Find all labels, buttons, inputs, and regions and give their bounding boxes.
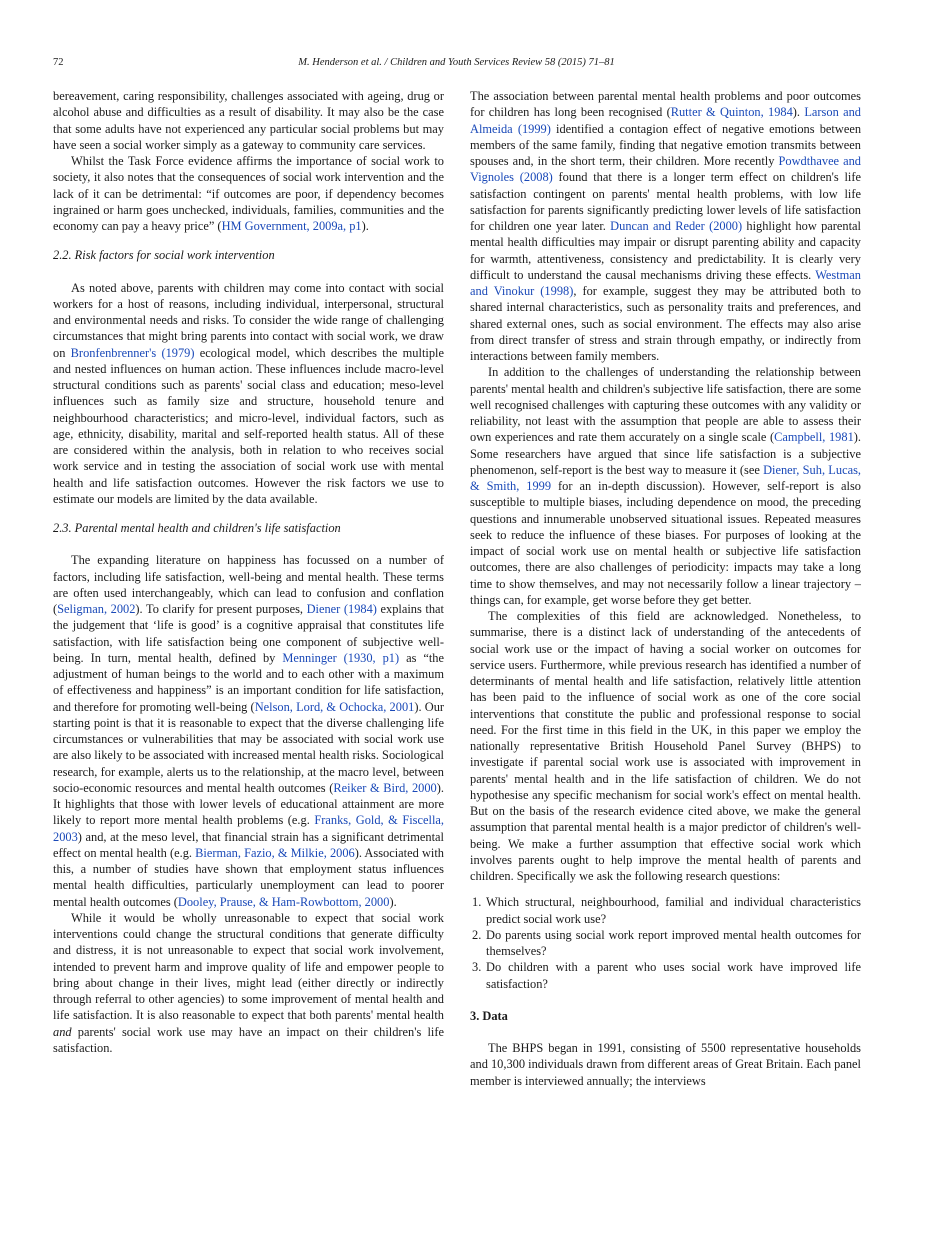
journal-citation: M. Henderson et al. / Children and Youth Services Review 58 (2015) 71–81 [298,57,615,68]
citation-link[interactable]: Franks, Gold, & Fiscella, 2003 [53,813,444,844]
right-column [470,88,861,1089]
list-item: 1. Which structural, neighbourhood, familial and individual characteristics predict social work use? [472,895,861,926]
paragraph: Whilst the Task Force evidence affirms the importance of social work to society, it also notes that the consequences of social work intervention and the lack of it can be detrimental: “if outcomes are poor, if dependency becomes ingrained or harm goes unchecked, individuals, families, communities and the economy can pay a heavy price” (HM Government, 2009a, p1). [53,154,444,233]
paragraph: As noted above, parents with children may come into contact with social workers for a host of reasons, including individual, interpersonal, structural and environmental needs and risks. To consider the wide range of challenging circumstances that might bring parents into contact with social work, we draw on Bronfenbrenner's (1979) ecological model, which describes the multiple and nested influences on human action. These influences include macro-level structural conditions such as parents' social class and education; meso-level influences such as family size and structure, household tenure and neighbourhood characteristics; and micro-level, individual factors, such as age, ethnicity, disability, marital and self-reported health status. All of these are considered within the analysis, both in relation to who receives social work service and in testing the association of social work use with mental health and life satisfaction outcomes. However the risk factors we use to estimate our models are limited by the data available. [53,280,444,506]
paragraph: In addition to the challenges of understanding the relationship between parents' mental health and children's subjective life satisfaction, there are some well recognised challenges with capturing these outcomes with any validity or reliability, not least with the assumption that people are able to assess their own experiences and rate them accurately on a single scale (Campbell, 1981). Some researchers have argued that since life satisfaction is a subjective phenomenon, self-report is the best way to measure it (see Diener, Suh, Lucas, & Smith, 1999 for an in-depth discussion). However, self-report is also susceptible to multiple biases, including dependence on mood, the preceding questions and innumerable unobserved situational issues. Repeated measures seek to reduce the influence of these biases. For purposes of looking at the impact of social work use on mental health or subjective life satisfaction outcomes, there are also challenges of periodicity: impacts may take a long time to show themselves, and may not necessarily follow a linear trajectory – things can, for example, get worse before they get better. [470,365,861,607]
citation-link[interactable]: Rutter & Quinton, 1984 [670,105,793,120]
citation-link[interactable]: HM Government, 2009a, p1 [221,219,362,233]
citation-link[interactable]: Bierman, Fazio, & Milkie, 2006 [195,845,355,860]
left-column [53,88,444,1056]
section-heading: 2.2. Risk factors for social work intervention [53,248,275,263]
citation-link[interactable]: Larson and Almeida (1999) [470,105,861,136]
running-head [53,55,860,71]
paragraph: bereavement, caring responsibility, challenges associated with ageing, drug or alcohol abuse and difficulties as a result of disability. It may also be the case that some adults have not experienced any particular social problems but may have seen a social worker simply as a gateway to community care services. [53,89,444,152]
paragraph: The BHPS began in 1991, consisting of 5500 representative households and 10,300 individuals drawn from different areas of Great Britain. Each panel member is interviewed annually; the interviews [470,1041,861,1088]
paragraph: The complexities of this field are acknowledged. Nonetheless, to summarise, there is a distinct lack of understanding of the antecedents of social work use or the impact of having a social worker on outcomes for service users. Furthermore, while previous research has identified a number of determinants of mental health and life satisfaction, relatively little attention has been paid to the influence of social work as one of the core social interventions that constitute the public and professional response to social need. For the first time in this field in the UK, in this paper we employ the nationally representative British Household Panel Survey (BHPS) to investigate if parental social work use is associated with improvement in parents' mental health and in the life satisfaction of children. We do not hypothesise any specific mechanism for social work's effect on mental health. But on the basis of the research evidence cited above, we make the general assumption that parental mental health is a major predictor of children's well-being. We make a further assumption that effective social work which involves parents ought to help improve the mental health of parents and children. Specifically we ask the following research questions: [470,609,861,883]
citation-link[interactable]: Campbell, 1981 [774,430,854,445]
citation-link[interactable]: Nelson, Lord, & Ochocka, 2001 [254,699,415,714]
citation-link[interactable]: Seligman, 2002 [57,602,136,616]
citation-link[interactable]: Menninger (1930, p1) [282,650,400,665]
list-item: 2. Do parents using social work report improved mental health outcomes for themselves? [472,927,861,958]
citation-link[interactable]: Reiker & Bird, 2000 [333,780,437,795]
citation-link[interactable]: Diener, Suh, Lucas, & Smith, 1999 [470,462,861,493]
section-heading: 3. Data [470,1008,508,1023]
citation-link[interactable]: Diener (1984) [306,602,377,616]
citation-link[interactable]: Powdthavee and Vignoles (2008) [470,154,861,185]
citation-link[interactable]: Bronfenbrenner's (1979) [70,345,195,360]
citation-link[interactable]: Dooley, Prause, & Ham-Rowbottom, 2000 [177,894,390,909]
paragraph: The expanding literature on happiness has focussed on a number of factors, including life satisfaction, well-being and mental health. These terms are often used interchangeably, which can lead to confusion and conflation (Seligman, 2002). To clarify for present purposes, Diener (1984) explains that the judgement that ‘life is good’ is a cognitive appraisal that constitutes life satisfaction, with life satisfaction being one component of subjective well-being. In turn, mental health, defined by Menninger (1930, p1) as “the adjustment of human beings to the world and to each other with a maximum of effectiveness and happiness” is an important condition for life satisfaction, and therefore for promoting well-being (Nelson, Lord, & Ochocka, 2001). Our starting point is that it is reasonable to expect that the diverse challenging life circumstances or vulnerabilities that may be associated with social work use are also likely to be associated with increased mental health risks. Sociological research, for example, alerts us to the relationship, at the macro level, between socio-economic resources and mental health outcomes (Reiker & Bird, 2000). It highlights that those with lower levels of educational attainment are more likely to report more mental health problems (e.g. Franks, Gold, & Fiscella, 2003) and, at the meso level, that financial strain has a significant detrimental effect on mental health (e.g. Bierman, Fazio, & Milkie, 2006). Associated with this, a number of studies have shown that employment status influences mental health difficulties, particularly unemployment can lead to poorer mental health outcomes (Dooley, Prause, & Ham-Rowbottom, 2000). [53,553,445,909]
paragraph: The association between parental mental health problems and poor outcomes for children has long been recognised (Rutter & Quinton, 1984). Larson and Almeida (1999) identified a contagion effect of negative emotions between members of the same family, finding that negative emotion transmits between spouses and, in the short term, their children. More recently Powdthavee and Vignoles (2008) found that there is a longer term effect on children's life satisfaction contingent on parents' mental health problems, with low life satisfaction for parents significantly predicting lower levels of life satisfaction for children one year later. Duncan and Reder (2000) highlight how parental mental health difficulties may impair or disrupt parenting ability and capacity for warmth, attentiveness, consistency and predictability. It is clearly very difficult to understand the causal mechanisms driving these effects. Westman and Vinokur (1998), for example, suggest they may be attributed both to shared internal characteristics, such as personality traits and preferences, and shared external ones, such as social environment. The effects may also arise from direct transfer of stress and strain through empathy, or indirectly from interactions between family members. [470,89,862,363]
paragraph: While it would be wholly unreasonable to expect that social work interventions could change the structural conditions that generate difficulty and distress, it is not unreasonable to expect that social work involvement, intended to prevent harm and improve quality of life and empower people to bring about change in their lives, might lead (either directly or indirectly through referral to other agencies) to some improvement of mental health and life satisfaction. It is also reasonable to expect that both parents' mental health and parents' social work use may have an impact on their children's life satisfaction. [53,910,444,1055]
list-item: 3. Do children with a parent who uses social work have improved life satisfaction? [472,960,861,991]
citation-link[interactable]: Duncan and Reder (2000) [610,219,743,233]
research-questions-list [470,894,861,992]
citation-link[interactable]: Westman and Vinokur (1998) [470,267,861,298]
section-heading: 2.3. Parental mental health and children's life satisfaction [53,521,341,535]
page-number: 72 [53,57,64,68]
